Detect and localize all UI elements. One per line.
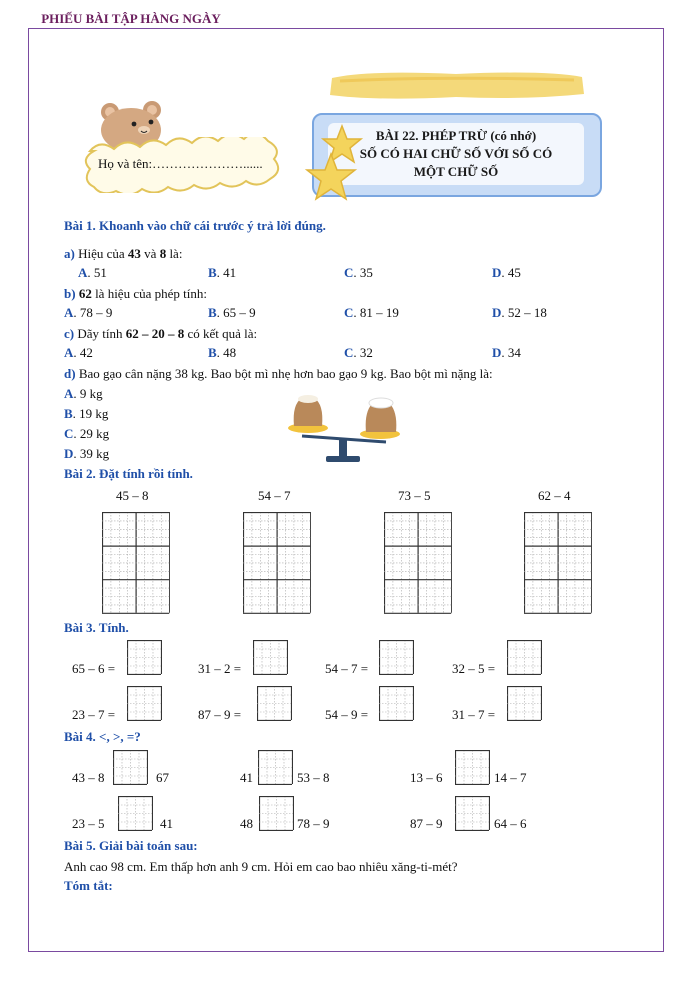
compare-left: 43 – 8 [72, 770, 105, 785]
bai3-expr: 32 – 5 = [452, 661, 496, 676]
compare-left: 48 [240, 816, 253, 831]
bai2-item-2: 54 – 7 [258, 488, 291, 503]
compare-box[interactable] [113, 750, 148, 789]
bai4-title: Bài 4. <, >, =? [64, 729, 141, 744]
bai3-expr: 54 – 7 = [325, 661, 369, 676]
bai5-title: Bài 5. Giải bài toán sau: [64, 838, 198, 853]
bai1-question-c: c) Dãy tính 62 – 20 – 8 có kết quả là: [64, 326, 258, 341]
compare-right: 67 [156, 770, 169, 785]
bai3-expr: 31 – 2 = [198, 661, 242, 676]
banner-brush [326, 68, 588, 102]
option-c[interactable]: C. 32 [344, 345, 373, 360]
option-b[interactable]: B. 65 – 9 [208, 305, 256, 320]
compare-box[interactable] [259, 796, 294, 835]
answer-box[interactable] [379, 686, 414, 725]
bai1-question-a: a) Hiệu của 43 và 8 là: [64, 246, 183, 261]
answer-box[interactable] [507, 686, 542, 725]
compare-right: 64 – 6 [494, 816, 527, 831]
option-d[interactable]: D. 34 [492, 345, 521, 360]
work-grid[interactable] [243, 512, 311, 618]
compare-box[interactable] [118, 796, 153, 835]
bai5-problem: Anh cao 98 cm. Em thấp hơn anh 9 cm. Hỏi em cao bao nhiêu xăng-ti-mét? [64, 859, 458, 874]
bai3-expr: 54 – 9 = [325, 707, 369, 722]
bai3-expr: 65 – 6 = [72, 661, 116, 676]
answer-box[interactable] [253, 640, 288, 679]
compare-left: 23 – 5 [72, 816, 105, 831]
option-d[interactable]: D. 39 kg [64, 446, 110, 461]
scale-illustration [284, 390, 404, 466]
bai3-title: Bài 3. Tính. [64, 620, 129, 635]
lesson-line-2: SỐ CÓ HAI CHỮ SỐ VỚI SỐ CÓ [359, 146, 553, 161]
bai1-question-d: d) Bao gạo cân nặng 38 kg. Bao bột mì nhẹ hơn bao gạo 9 kg. Bao bột mì nặng là: [64, 366, 493, 381]
option-b[interactable]: B. 41 [208, 265, 237, 280]
compare-right: 14 – 7 [494, 770, 527, 785]
answer-box[interactable] [127, 640, 162, 679]
answer-box[interactable] [127, 686, 162, 725]
work-grid[interactable] [524, 512, 592, 618]
compare-right: 78 – 9 [297, 816, 330, 831]
bai3-expr: 23 – 7 = [72, 707, 116, 722]
option-d[interactable]: D. 45 [492, 265, 521, 280]
compare-left: 87 – 9 [410, 816, 443, 831]
answer-box[interactable] [257, 686, 292, 725]
compare-left: 41 [240, 770, 253, 785]
summary-label: Tóm tắt: [64, 878, 113, 893]
compare-box[interactable] [258, 750, 293, 789]
work-grid[interactable] [102, 512, 170, 618]
bai1-title: Bài 1. Khoanh vào chữ cái trước ý trả lời đúng. [64, 218, 326, 233]
lesson-line-1: BÀI 22. PHÉP TRỪ (có nhớ) [375, 128, 537, 143]
option-c[interactable]: C. 81 – 19 [344, 305, 399, 320]
bai3-expr: 31 – 7 = [452, 707, 496, 722]
bai2-item-3: 73 – 5 [398, 488, 431, 503]
option-b[interactable]: B. 48 [208, 345, 237, 360]
answer-box[interactable] [507, 640, 542, 679]
compare-right: 53 – 8 [297, 770, 330, 785]
name-field-label: Họ và tên:…………………...... [98, 156, 263, 171]
option-c[interactable]: C. 29 kg [64, 426, 110, 441]
work-grid[interactable] [384, 512, 452, 618]
compare-right: 41 [160, 816, 173, 831]
bai2-title: Bài 2. Đặt tính rồi tính. [64, 466, 193, 481]
option-b[interactable]: B. 19 kg [64, 406, 109, 421]
bai1-question-b: b) 62 là hiệu của phép tính: [64, 286, 207, 301]
option-a[interactable]: A. 78 – 9 [64, 305, 113, 320]
lesson-line-3: MỘT CHỮ SỐ [413, 164, 499, 179]
option-c[interactable]: C. 35 [344, 265, 373, 280]
bai2-item-4: 62 – 4 [538, 488, 571, 503]
option-d[interactable]: D. 52 – 18 [492, 305, 547, 320]
option-a[interactable]: A. 9 kg [64, 386, 103, 401]
compare-left: 13 – 6 [410, 770, 443, 785]
answer-box[interactable] [379, 640, 414, 679]
option-a[interactable]: A. 42 [64, 345, 93, 360]
compare-box[interactable] [455, 750, 490, 789]
option-a[interactable]: A. 51 [78, 265, 107, 280]
compare-box[interactable] [455, 796, 490, 835]
bai2-item-1: 45 – 8 [116, 488, 149, 503]
star-large-icon [304, 152, 358, 202]
banner-title: PHIẾU BÀI TẬP HÀNG NGÀY [41, 11, 221, 26]
bai3-expr: 87 – 9 = [198, 707, 242, 722]
